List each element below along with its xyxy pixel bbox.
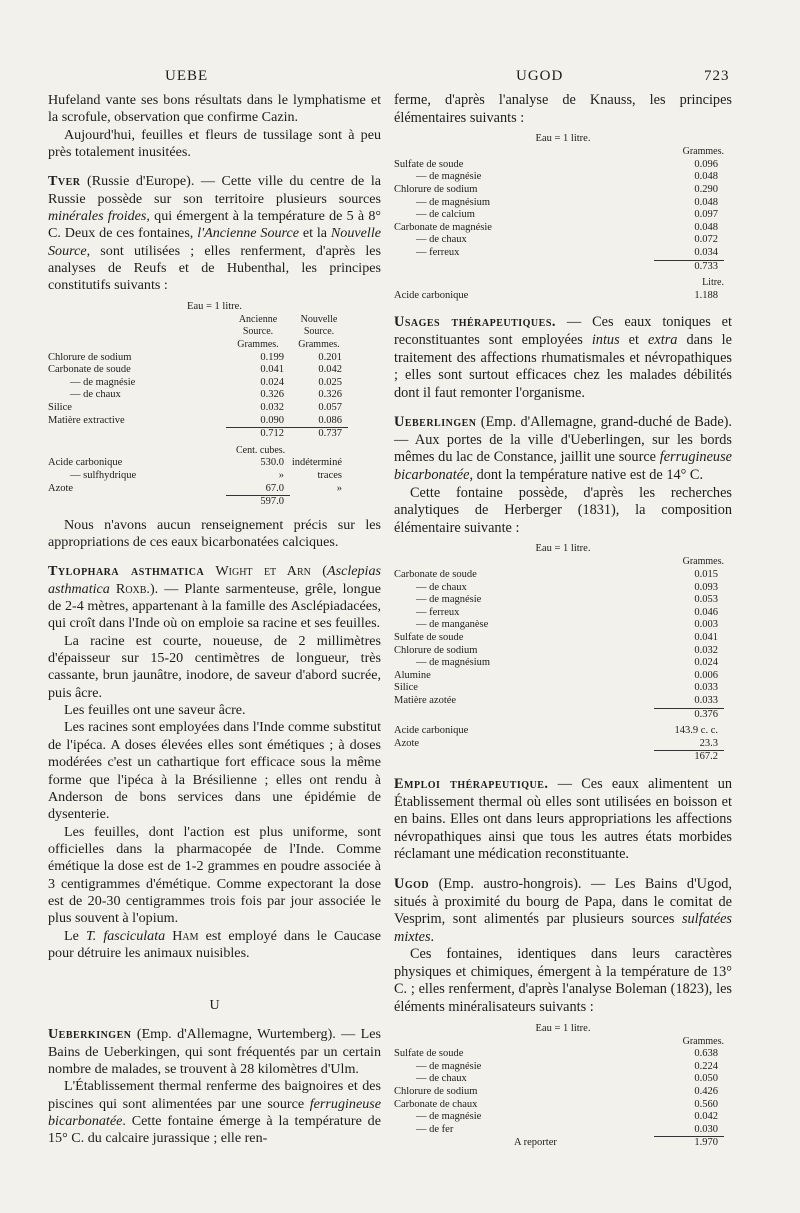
table-row: — de chaux 0.050 bbox=[416, 1073, 718, 1085]
paragraph: Le T. fasciculata Ham est employé dans le Caucase pour détruire les animaux nuisibles. bbox=[48, 927, 381, 961]
table-row: — de magnésie 0.042 bbox=[416, 1111, 718, 1123]
paragraph: Hufeland vante ses bons résultats dans le lymphatisme et la scrofule, observation que confirme Cazin. bbox=[48, 92, 381, 126]
paragraph: Les racines sont employées dans l'Inde comme substitut de l'ipéca. A doses élevées elles sont émétiques ; à doses modérées c'est un cathartique fort efficace sous la même forme que l'ipéca à la Brésilienne ; elles ont rendu à Anderson de bons services dans une épidémie de dysenterie. bbox=[48, 719, 381, 823]
table-row: Chlorure de sodium 0.426 bbox=[394, 1086, 718, 1098]
page-number: 723 bbox=[704, 68, 730, 84]
paragraph: Les feuilles ont une saveur âcre. bbox=[64, 702, 246, 719]
table-row: Acide carbonique 1.188 bbox=[394, 289, 718, 301]
table-row: — ferreux 0.034 bbox=[416, 246, 718, 259]
table-row: — de magnésie 0.048 bbox=[416, 171, 718, 183]
table-total-row: A reporter 1.970 bbox=[394, 1137, 724, 1150]
table-row: Silice 0.032 0.057 bbox=[48, 401, 342, 413]
table-caption: Eau = 1 litre. bbox=[535, 1022, 591, 1034]
headword: Ugod bbox=[394, 875, 430, 892]
table-row: — de magnésium 0.024 bbox=[416, 657, 718, 669]
headword: Tylophara asthmatica bbox=[48, 563, 205, 580]
table-row: — de magnésie 0.024 0.025 bbox=[70, 376, 342, 388]
headword: Ueberkingen bbox=[48, 1026, 132, 1043]
headword: Emploi thérapeutique. bbox=[394, 775, 549, 792]
table-row: Matière azotée 0.033 bbox=[394, 694, 718, 707]
paragraph: La racine est courte, noueuse, de 2 millimètres d'épaisseur sur 15-20 centimètres de longueur, très cassante, brun jaunâtre, inodore, de saveur d'abord sucrée, puis âcre. bbox=[48, 632, 381, 701]
table-row: Matière extractive 0.090 0.086 bbox=[48, 414, 342, 426]
table-row: Sulfate de soude 0.638 bbox=[394, 1048, 718, 1060]
table-row: — de manganèse 0.003 bbox=[416, 619, 718, 631]
table-row: — de chaux 0.072 bbox=[416, 234, 718, 246]
headword: Usages thérapeutiques. bbox=[394, 314, 556, 331]
table-row: Silice 0.033 bbox=[394, 682, 718, 694]
table-row: Carbonate de chaux 0.560 bbox=[394, 1098, 718, 1110]
table-caption: Eau = 1 litre. bbox=[535, 543, 591, 555]
paragraph: Ces fontaines, identiques dans leurs caractères physiques et chimiques, émergent à la température de 13° C. ; elles renferment, d'après l'analyse Boleman (1823), les éléments minéralisateurs suivants : bbox=[394, 946, 732, 1016]
running-head-center: UGOD bbox=[516, 68, 564, 84]
table-total-row: 167.2 bbox=[394, 751, 724, 764]
entry-tver: Tver (Russie d'Europe). — Cette ville du centre de la Russie possède sur son territoire plusieurs sources minérales froides, qui émergent à la température de 5 à 8° C. Deux de ces fontaines, l'Ancienne Source et la Nouvelle Source, sont utilisées ; elles renferment, d'après les analyses de Reufs et de Hubenthal, les principes constitutifs suivants : bbox=[48, 173, 381, 294]
table-row: Acide carbonique 143.9 c. c. bbox=[394, 725, 718, 737]
table-row: Sulfate de soude 0.041 bbox=[394, 632, 718, 643]
left-column bbox=[48, 92, 381, 1148]
table-row: Carbonate de magnésie 0.048 bbox=[394, 221, 718, 233]
table-row: — de chaux 0.093 bbox=[416, 581, 718, 593]
table-row: — de magnésie 0.053 bbox=[416, 594, 718, 606]
table-caption: Eau = 1 litre. bbox=[187, 300, 242, 312]
table-row: — ferreux 0.046 bbox=[416, 606, 718, 618]
herberger-analysis-table: Eau = 1 litre. Grammes. Carbonate de soude 0.015 — de chaux 0.093 — de magnésie 0.053 — ferreux 0.046 — de manganèse 0.003 Sulfate de soude 0.041 Chlorure de sodium 0.032 — de magnésium 0.024 Alumine 0.006 Silice 0.033 Matière azotée 0.033 0.376 Acide carbonique 143.9 c. c. Azote 23.3 167.2 bbox=[394, 543, 732, 764]
table-row: — sulfhydrique » traces bbox=[70, 469, 342, 481]
table-row: — de magnésium 0.048 bbox=[416, 196, 718, 208]
table-row: Chlorure de sodium 0.290 bbox=[394, 183, 718, 195]
table-row: — de calcium 0.097 bbox=[416, 209, 718, 221]
paragraph: L'Établissement thermal renferme des baignoires et des piscines qui sont alimentées par une source ferrugineuse bicarbonatée. Cette fontaine émerge à la température de 15° C. du calcaire jurassique ; elle ren- bbox=[48, 1078, 381, 1147]
table-caption: Eau = 1 litre. bbox=[535, 133, 591, 145]
table-row: — de magnésie 0.224 bbox=[416, 1060, 718, 1072]
table-row: — de fer 0.030 bbox=[416, 1123, 718, 1136]
table-row: Azote 23.3 bbox=[394, 737, 718, 749]
table-row: — de chaux 0.326 0.326 bbox=[70, 389, 342, 401]
table-row: Carbonate de soude 0.041 0.042 bbox=[48, 364, 342, 376]
table-row: Sulfate de soude 0.096 bbox=[394, 158, 718, 170]
knauss-analysis-table: Eau = 1 litre. Grammes. Sulfate de soude 0.096 — de magnésie 0.048 Chlorure de sodium 0.290 — de magnésium 0.048 — de calcium 0.097 Carbonate de magnésie 0.048 — de chaux 0.072 — ferreux 0.034 0.733 Litre. Acide carbonique 1.188 bbox=[394, 133, 732, 302]
table-row: Chlorure de sodium 0.032 bbox=[394, 644, 718, 656]
boleman-analysis-table: Eau = 1 litre. Grammes. Sulfate de soude 0.638 — de magnésie 0.224 — de chaux 0.050 Chlorure de sodium 0.426 Carbonate de chaux 0.560 — de magnésie 0.042 — de fer 0.030 A reporter 1.970 bbox=[394, 1023, 732, 1150]
paragraph: Nous n'avons aucun renseignement précis sur les appropriations de ces eaux bicarbonatées calciques. bbox=[48, 516, 381, 551]
entry-ugod: Ugod (Emp. austro-hongrois). — Les Bains d'Ugod, situés à proximité du bourg de Papa, dans le comitat de Vesprim, sont alimentés par plusieurs sources sulfatées mixtes. bbox=[394, 875, 732, 945]
entry-tylophora: Tylophara asthmatica Wight et Arn (Asclepias asthmatica Roxb.). — Plante sarmenteuse, grêle, longue de 2-4 mètres, appartenant à la famille des Asclépiadacées, qui croît dans l'Inde où on emploie sa racine et ses feuilles. bbox=[48, 563, 381, 632]
right-column bbox=[394, 92, 732, 1158]
entry-ueberlingen: Ueberlingen (Emp. d'Allemagne, grand-duché de Bade). — Aux portes de la ville d'Ueberlingen, sur les bords mêmes du lac de Constance, jaillit une source ferrugineuse bicarbonatée, dont la température native est de 14° C. bbox=[394, 414, 732, 484]
table-total-row: 0.733 bbox=[394, 260, 724, 273]
table-total-row: 0.376 bbox=[394, 708, 724, 721]
entry-ueberkingen: Ueberkingen (Emp. d'Allemagne, Wurtemberg). — Les Bains de Ueberkingen, qui sont fréquentés par un certain nombre de malades, se trouvent à 28 kilomètres d'Ulm. bbox=[48, 1026, 381, 1077]
entry-usages: Usages thérapeutiques. — Ces eaux toniques et reconstituantes sont employées intus et extra dans le traitement des affections rhumatismales et névropathiques ; elles sont surtout efficaces chez les malades débilités dont il faut remonter l'organisme. bbox=[394, 314, 733, 401]
section-letter: U bbox=[209, 998, 220, 1014]
paragraph: ferme, d'après l'analyse de Knauss, les principes élémentaires suivants : bbox=[394, 92, 732, 126]
table-row: Acide carbonique 530.0 indéterminé bbox=[48, 457, 342, 469]
running-head-left: UEBE bbox=[165, 68, 209, 84]
paragraph: Aujourd'hui, feuilles et fleurs de tussilage sont à peu près totalement inusitées. bbox=[48, 126, 381, 161]
headword: Tver bbox=[48, 173, 81, 190]
tver-analysis-table: Eau = 1 litre. Ancienne Nouvelle Source. Source. Grammes. Grammes. Chlorure de sodium 0.199 0.201 Carbonate de soude 0.041 0.042 — de magnésie 0.024 0.025 — de chaux 0.326 0.326 Silice 0.032 0.057 Matière extractive 0.090 0.086 0.712 0.737 Cent. cubes. Acide carbonique 530.0 indéterminé — sulfhydrique » traces Azote 67.0 » 597.0 bbox=[48, 301, 381, 509]
paragraph: Cette fontaine possède, d'après les recherches analytiques de Herberger (1831), la composition élémentaire suivante : bbox=[394, 484, 732, 536]
table-row: Chlorure de sodium 0.199 0.201 bbox=[48, 351, 342, 363]
table-row: Carbonate de soude 0.015 bbox=[394, 569, 718, 581]
table-row: Azote 67.0 » bbox=[48, 482, 342, 494]
table-total-row: 0.712 0.737 bbox=[48, 428, 348, 441]
table-total-row: 597.0 bbox=[48, 496, 348, 509]
entry-emploi: Emploi thérapeutique. — Ces eaux alimentent un Établissement thermal où elles sont utilisées en boisson et en bains. Elles ont dans leurs appropriations les affections névropathiques ainsi que tous les autres états morbides réclamant une médication reconstituante. bbox=[394, 775, 732, 863]
table-row: Alumine 0.006 bbox=[394, 669, 718, 681]
headword: Ueberlingen bbox=[394, 414, 477, 431]
paragraph: Les feuilles, dont l'action est plus uniforme, sont officielles dans la pharmacopée de l'Inde. Comme émétique la dose est de 1-2 grammes en poudre associée à 3 centigrammes d'émétique. Comme expectorant la dose est de 20-30 centigrammes trois fois par jour associée le plus souvent à l'opium. bbox=[48, 823, 381, 927]
